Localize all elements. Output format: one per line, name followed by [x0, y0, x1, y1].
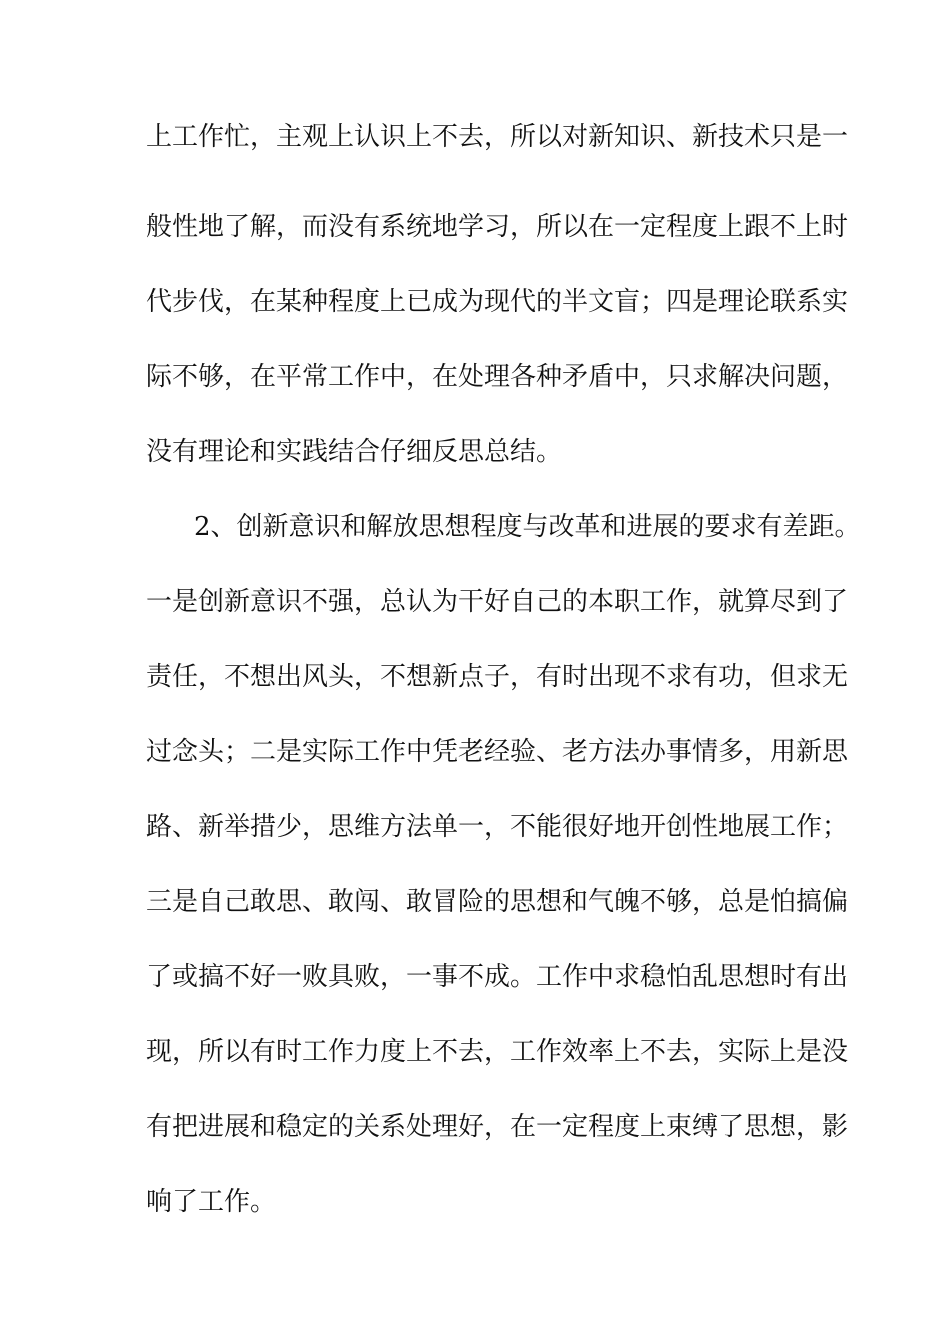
text-line: 上工作忙，主观上认识上不去，所以对新知识、新技术只是一	[146, 122, 849, 152]
text-line: 三是自己敢思、敢闯、敢冒险的思想和气魄不够，总是怕搞偏	[146, 887, 849, 917]
text-line: 了或搞不好一败具败，一事不成。工作中求稳怕乱思想时有出	[146, 962, 849, 992]
text-line: 没有理论和实践结合仔细反思总结。	[146, 437, 563, 467]
text-line: 际不够，在平常工作中，在处理各种矛盾中，只求解决问题，	[146, 362, 849, 392]
text-line: 责任，不想出风头，不想新点子，有时出现不求有功，但求无	[146, 662, 849, 692]
section-heading: 2、创新意识和解放思想程度与改革和进展的要求有差距。	[194, 512, 861, 542]
text-line: 过念头；二是实际工作中凭老经验、老方法办事情多，用新思	[146, 737, 849, 767]
text-line: 响了工作。	[146, 1187, 277, 1217]
text-line: 有把进展和稳定的关系处理好，在一定程度上束缚了思想，影	[146, 1112, 849, 1142]
text-line: 现，所以有时工作力度上不去，工作效率上不去，实际上是没	[146, 1037, 849, 1067]
text-line: 代步伐，在某种程度上已成为现代的半文盲；四是理论联系实	[146, 287, 849, 317]
text-line: 一是创新意识不强，总认为干好自己的本职工作，就算尽到了	[146, 587, 849, 617]
text-line: 般性地了解，而没有系统地学习，所以在一定程度上跟不上时	[146, 212, 849, 242]
text-line: 路、新举措少，思维方法单一，不能很好地开创性地展工作；	[146, 812, 849, 842]
